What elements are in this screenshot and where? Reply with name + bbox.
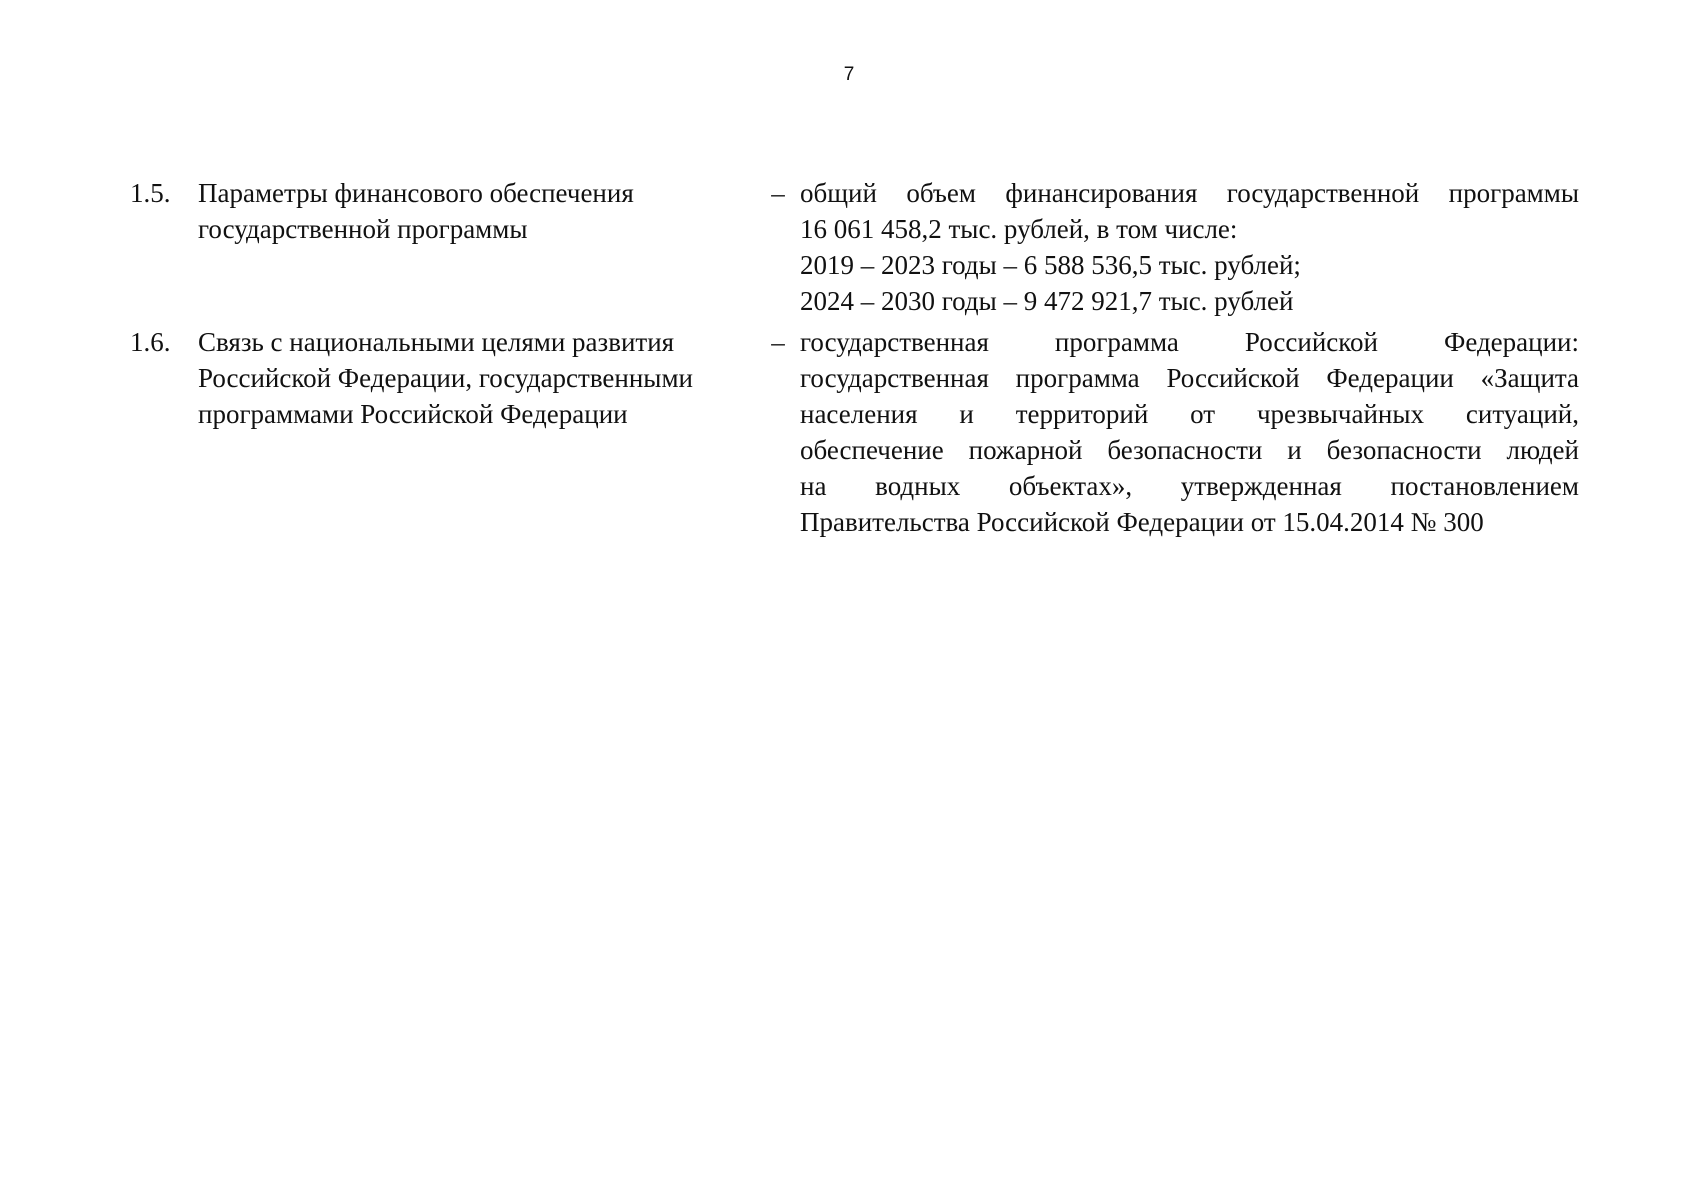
row-value (800, 324, 1579, 540)
row-value-line: государственная программа Российской Федерации: (800, 327, 1579, 357)
row-value-line: государственная программа Российской Федерации «Защита (800, 363, 1579, 393)
row-value-line: обеспечение пожарной безопасности и безопасности людей (800, 435, 1579, 465)
row-value-line: 16 061 458,2 тыс. рублей, в том числе: (800, 214, 1238, 244)
row-value-line: населения и территорий от чрезвычайных ситуаций, (800, 399, 1579, 429)
row-value-line: 2024 – 2030 годы – 9 472 921,7 тыс. рублей (800, 286, 1294, 316)
row-value-line: на водных объектах», утвержденная постановлением (800, 471, 1579, 501)
row-dash: – (771, 327, 785, 357)
row-label (198, 175, 758, 247)
row-value-line: 2019 – 2023 годы – 6 588 536,5 тыс. рублей; (800, 250, 1301, 280)
row-number: 1.6. (130, 327, 171, 357)
row-value (800, 175, 1579, 319)
row-label-line: программами Российской Федерации (198, 399, 628, 429)
row-number: 1.5. (130, 178, 171, 208)
row-label (198, 324, 758, 432)
row-value-line: Правительства Российской Федерации от 15.04.2014 № 300 (800, 507, 1484, 537)
row-dash: – (771, 178, 785, 208)
row-label-line: Параметры финансового обеспечения (198, 178, 634, 208)
row-label-line: Российской Федерации, государственными (198, 363, 693, 393)
row-label-line: Связь с национальными целями развития (198, 327, 675, 357)
page-number: 7 (843, 64, 855, 85)
row-value-line: общий объем финансирования государственной программы (800, 178, 1579, 208)
row-label-line: государственной программы (198, 214, 528, 244)
